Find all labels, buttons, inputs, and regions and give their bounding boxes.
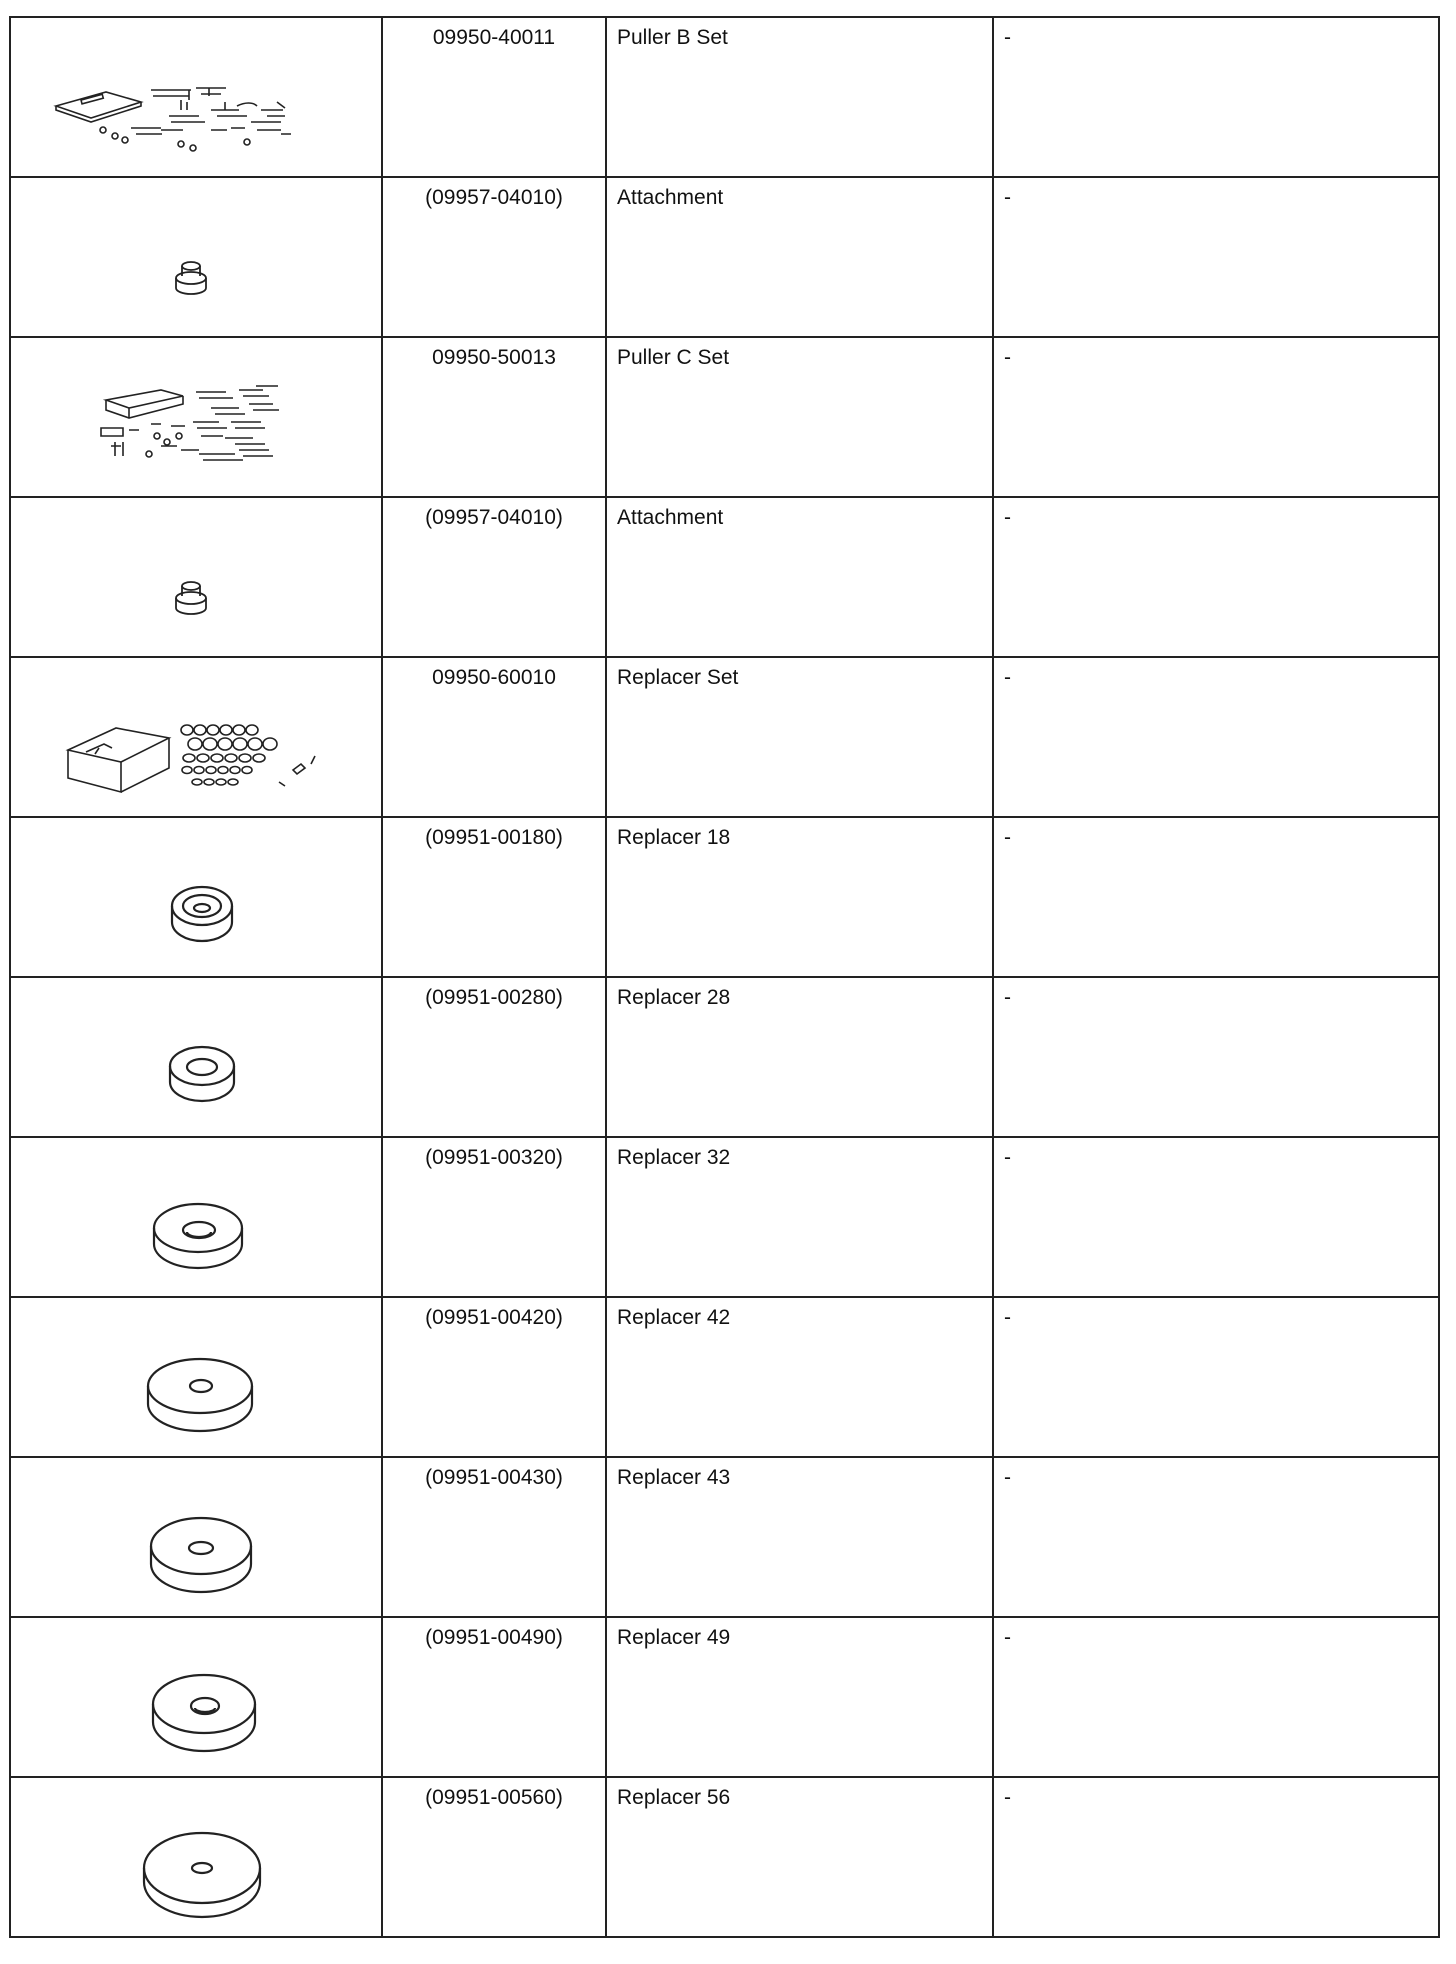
tool-name-cell xyxy=(606,1297,993,1457)
part-number: (09951-00180) xyxy=(425,826,563,849)
replacer-disc-icon xyxy=(11,1778,381,1936)
tool-image-cell xyxy=(10,497,382,657)
tool-image-cell xyxy=(10,977,382,1137)
tool-name: Replacer 18 xyxy=(617,826,731,849)
note: - xyxy=(1004,666,1011,689)
replacer-disc-icon xyxy=(11,1618,381,1776)
puller-case-set-icon xyxy=(11,338,381,496)
note: - xyxy=(1004,1466,1011,1489)
replacer-disc-icon xyxy=(11,1298,381,1456)
tool-name: Attachment xyxy=(617,186,724,209)
note: - xyxy=(1004,986,1011,1009)
note: - xyxy=(1004,26,1011,49)
part-number: (09951-00320) xyxy=(425,1146,563,1169)
part-number: (09957-04010) xyxy=(425,506,563,529)
tool-image-cell xyxy=(10,17,382,177)
part-number: (09951-00420) xyxy=(425,1306,563,1329)
part-number-cell xyxy=(382,337,606,497)
tool-name-cell xyxy=(606,497,993,657)
note-cell xyxy=(993,497,1439,657)
note-cell xyxy=(993,337,1439,497)
table-row xyxy=(10,1297,1439,1457)
part-number-cell xyxy=(382,817,606,977)
table-row xyxy=(10,1777,1439,1937)
tool-name: Replacer 42 xyxy=(617,1306,731,1329)
tool-name: Replacer 56 xyxy=(617,1786,731,1809)
part-number-cell xyxy=(382,1297,606,1457)
tool-name: Replacer 28 xyxy=(617,986,731,1009)
part-number-cell xyxy=(382,1137,606,1297)
table-row xyxy=(10,177,1439,337)
part-number-cell xyxy=(382,17,606,177)
part-number-cell xyxy=(382,497,606,657)
replacer-disc-icon xyxy=(11,978,381,1136)
part-number: (09951-00560) xyxy=(425,1786,563,1809)
note: - xyxy=(1004,1626,1011,1649)
tool-name-cell xyxy=(606,17,993,177)
part-number-cell xyxy=(382,1457,606,1617)
tool-name: Puller B Set xyxy=(617,26,728,49)
small-attachment-icon xyxy=(11,178,381,336)
note-cell xyxy=(993,1137,1439,1297)
tool-name: Replacer 49 xyxy=(617,1626,731,1649)
tool-name-cell xyxy=(606,977,993,1137)
tool-name: Replacer Set xyxy=(617,666,739,689)
note: - xyxy=(1004,1146,1011,1169)
table-row xyxy=(10,1617,1439,1777)
tool-name-cell xyxy=(606,817,993,977)
tool-image-cell xyxy=(10,1457,382,1617)
note-cell xyxy=(993,177,1439,337)
tool-name-cell xyxy=(606,657,993,817)
part-number-cell xyxy=(382,1777,606,1937)
note: - xyxy=(1004,1786,1011,1809)
table-row xyxy=(10,1457,1439,1617)
tool-name-cell xyxy=(606,1777,993,1937)
table-row xyxy=(10,657,1439,817)
tool-name-cell xyxy=(606,337,993,497)
tool-table xyxy=(9,16,1440,1938)
part-number-cell xyxy=(382,977,606,1137)
table-row xyxy=(10,17,1439,177)
tool-name: Replacer 43 xyxy=(617,1466,731,1489)
part-number: 09950-40011 xyxy=(432,26,556,49)
tool-name: Attachment xyxy=(617,506,724,529)
part-number: 09950-60010 xyxy=(432,666,556,689)
table-row xyxy=(10,977,1439,1137)
note: - xyxy=(1004,346,1011,369)
tool-image-cell xyxy=(10,177,382,337)
table-row xyxy=(10,817,1439,977)
note-cell xyxy=(993,1457,1439,1617)
note-cell xyxy=(993,1617,1439,1777)
note-cell xyxy=(993,817,1439,977)
tool-name: Replacer 32 xyxy=(617,1146,731,1169)
puller-set-icon xyxy=(11,18,381,176)
tool-name-cell xyxy=(606,1457,993,1617)
part-number: 09950-50013 xyxy=(432,346,556,369)
note: - xyxy=(1004,506,1011,529)
replacer-disc-icon xyxy=(11,818,381,976)
note-cell xyxy=(993,977,1439,1137)
table-row xyxy=(10,337,1439,497)
note: - xyxy=(1004,826,1011,849)
note: - xyxy=(1004,186,1011,209)
tool-name-cell xyxy=(606,1617,993,1777)
note: - xyxy=(1004,1306,1011,1329)
note-cell xyxy=(993,1777,1439,1937)
part-number: (09951-00280) xyxy=(425,986,563,1009)
part-number-cell xyxy=(382,1617,606,1777)
tool-image-cell xyxy=(10,817,382,977)
table-row xyxy=(10,497,1439,657)
tool-image-cell xyxy=(10,1137,382,1297)
replacer-disc-icon xyxy=(11,1458,381,1616)
tool-image-cell xyxy=(10,1297,382,1457)
replacer-disc-icon xyxy=(11,1138,381,1296)
table-row xyxy=(10,1137,1439,1297)
tool-image-cell xyxy=(10,657,382,817)
part-number: (09957-04010) xyxy=(425,186,563,209)
tool-name-cell xyxy=(606,177,993,337)
replacer-case-set-icon xyxy=(11,658,381,816)
note-cell xyxy=(993,1297,1439,1457)
part-number: (09951-00490) xyxy=(425,1626,563,1649)
part-number: (09951-00430) xyxy=(425,1466,563,1489)
part-number-cell xyxy=(382,657,606,817)
tool-image-cell xyxy=(10,1617,382,1777)
tool-name-cell xyxy=(606,1137,993,1297)
small-attachment-icon xyxy=(11,498,381,656)
note-cell xyxy=(993,17,1439,177)
tool-name: Puller C Set xyxy=(617,346,730,369)
tool-image-cell xyxy=(10,337,382,497)
tool-image-cell xyxy=(10,1777,382,1937)
part-number-cell xyxy=(382,177,606,337)
note-cell xyxy=(993,657,1439,817)
